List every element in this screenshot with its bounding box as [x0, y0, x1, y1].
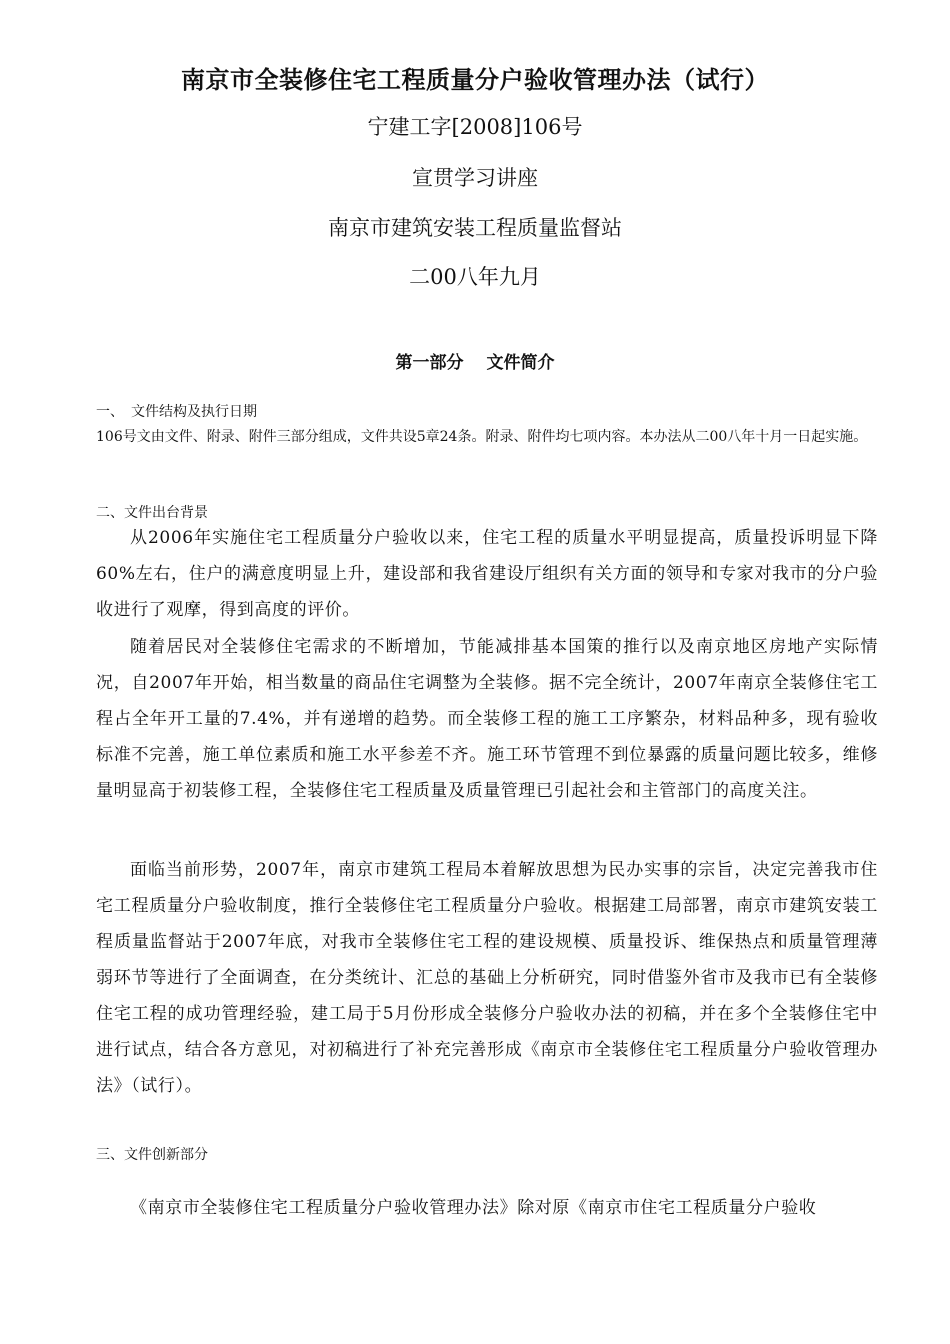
document-number: 宁建工字[2008]106号 — [367, 115, 583, 139]
section3-heading: 三、文件创新部分 — [96, 1147, 208, 1163]
section2-paragraph-1: 从2006年实施住宅工程质量分户验收以来，住宅工程的质量水平明显提高，质量投诉明显下降60%左右，住户的满意度明显上升，建设部和我省建设厅组织有关方面的领导和专家对我市的分户验收进行了观摩，得到高度的评价。 — [96, 528, 878, 620]
section2-heading: 二、文件出台背景 — [96, 505, 208, 521]
section3-text: 《南京市全装修住宅工程质量分户验收管理办法》除对原《南京市住宅工程质量分户验收 — [130, 1198, 817, 1218]
document-title: 南京市全装修住宅工程质量分户验收管理办法（试行） — [181, 66, 769, 94]
section2-paragraph-2: 随着居民对全装修住宅需求的不断增加，节能减排基本国策的推行以及南京地区房地产实际情况，自2007年开始，相当数量的商品住宅调整为全装修。据不完全统计，2007年南京全装修住宅工程占全年开工量的7.4%，并有递增的趋势。而全装修工程的施工工序繁杂，材料品种多，现有验收标准不完善，施工单位素质和施工水平参差不齐。施工环节管理不到位暴露的质量问题比较多，维修量明显高于初装修工程，全装修住宅工程质量及质量管理已引起社会和主管部门的高度关注。 — [96, 637, 878, 801]
part1-heading: 第一部分 文件简介 — [395, 353, 555, 373]
section1-text: 106号文由文件、附录、附件三部分组成，文件共设5章24条。附录、附件均七项内容。本办法从二00八年十月一日起实施。 — [96, 429, 868, 445]
issuing-organization: 南京市建筑安装工程质量监督站 — [328, 216, 622, 240]
section2-paragraph-3: 面临当前形势，2007年，南京市建筑工程局本着解放思想为民办实事的宗旨，决定完善我市住宅工程质量分户验收制度，推行全装修住宅工程质量分户验收。根据建工局部署，南京市建筑安装工程质量监督站于2007年底，对我市全装修住宅工程的建设规模、质量投诉、维保热点和质量管理薄弱环节等进行了全面调查，在分类统计、汇总的基础上分析研究，同时借鉴外省市及我市已有全装修住宅工程的成功管理经验，建工局于5月份形成全装修分户验收办法的初稿，并在多个全装修住宅中进行试点，结合各方意见，对初稿进行了补充完善形成《南京市全装修住宅工程质量分户验收管理办法》（试行）。 — [96, 860, 878, 1096]
section1-heading: 一、 文件结构及执行日期 — [96, 404, 257, 420]
document-date: 二00八年九月 — [409, 265, 541, 289]
document-subtitle: 宣贯学习讲座 — [412, 166, 538, 190]
